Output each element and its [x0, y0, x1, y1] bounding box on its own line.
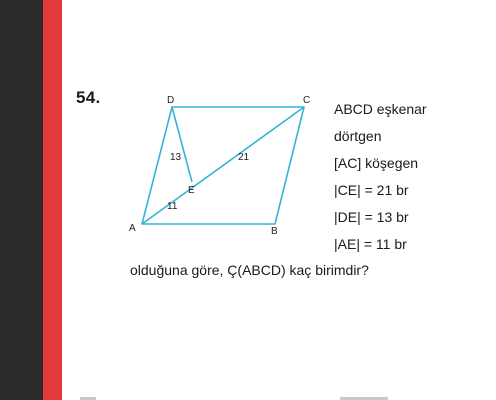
given-line: |DE| = 13 br: [334, 209, 409, 225]
left-dark-margin: [0, 0, 43, 400]
given-info: [334, 96, 427, 258]
left-red-margin: [43, 0, 62, 400]
given-line: ABCD eşkenar: [334, 101, 427, 117]
given-line: |CE| = 21 br: [334, 182, 409, 198]
label-ae-length: 11: [167, 201, 178, 212]
label-c: C: [303, 95, 311, 106]
label-de-length: 13: [170, 152, 182, 163]
given-line: [AC] köşegen: [334, 155, 419, 171]
given-line: dörtgen: [334, 128, 382, 144]
given-line: |AE| = 11 br: [334, 236, 407, 252]
label-d: D: [167, 95, 175, 106]
label-ce-length: 21: [238, 152, 250, 163]
label-a: A: [129, 223, 136, 234]
label-e: E: [188, 185, 195, 196]
rhombus-figure: [120, 90, 330, 240]
question-number: 54.: [76, 88, 101, 107]
segment-de: [172, 107, 192, 182]
label-b: B: [271, 226, 278, 237]
question-prompt: olduğuna göre, Ç(ABCD) kaç birimdir?: [130, 262, 369, 278]
